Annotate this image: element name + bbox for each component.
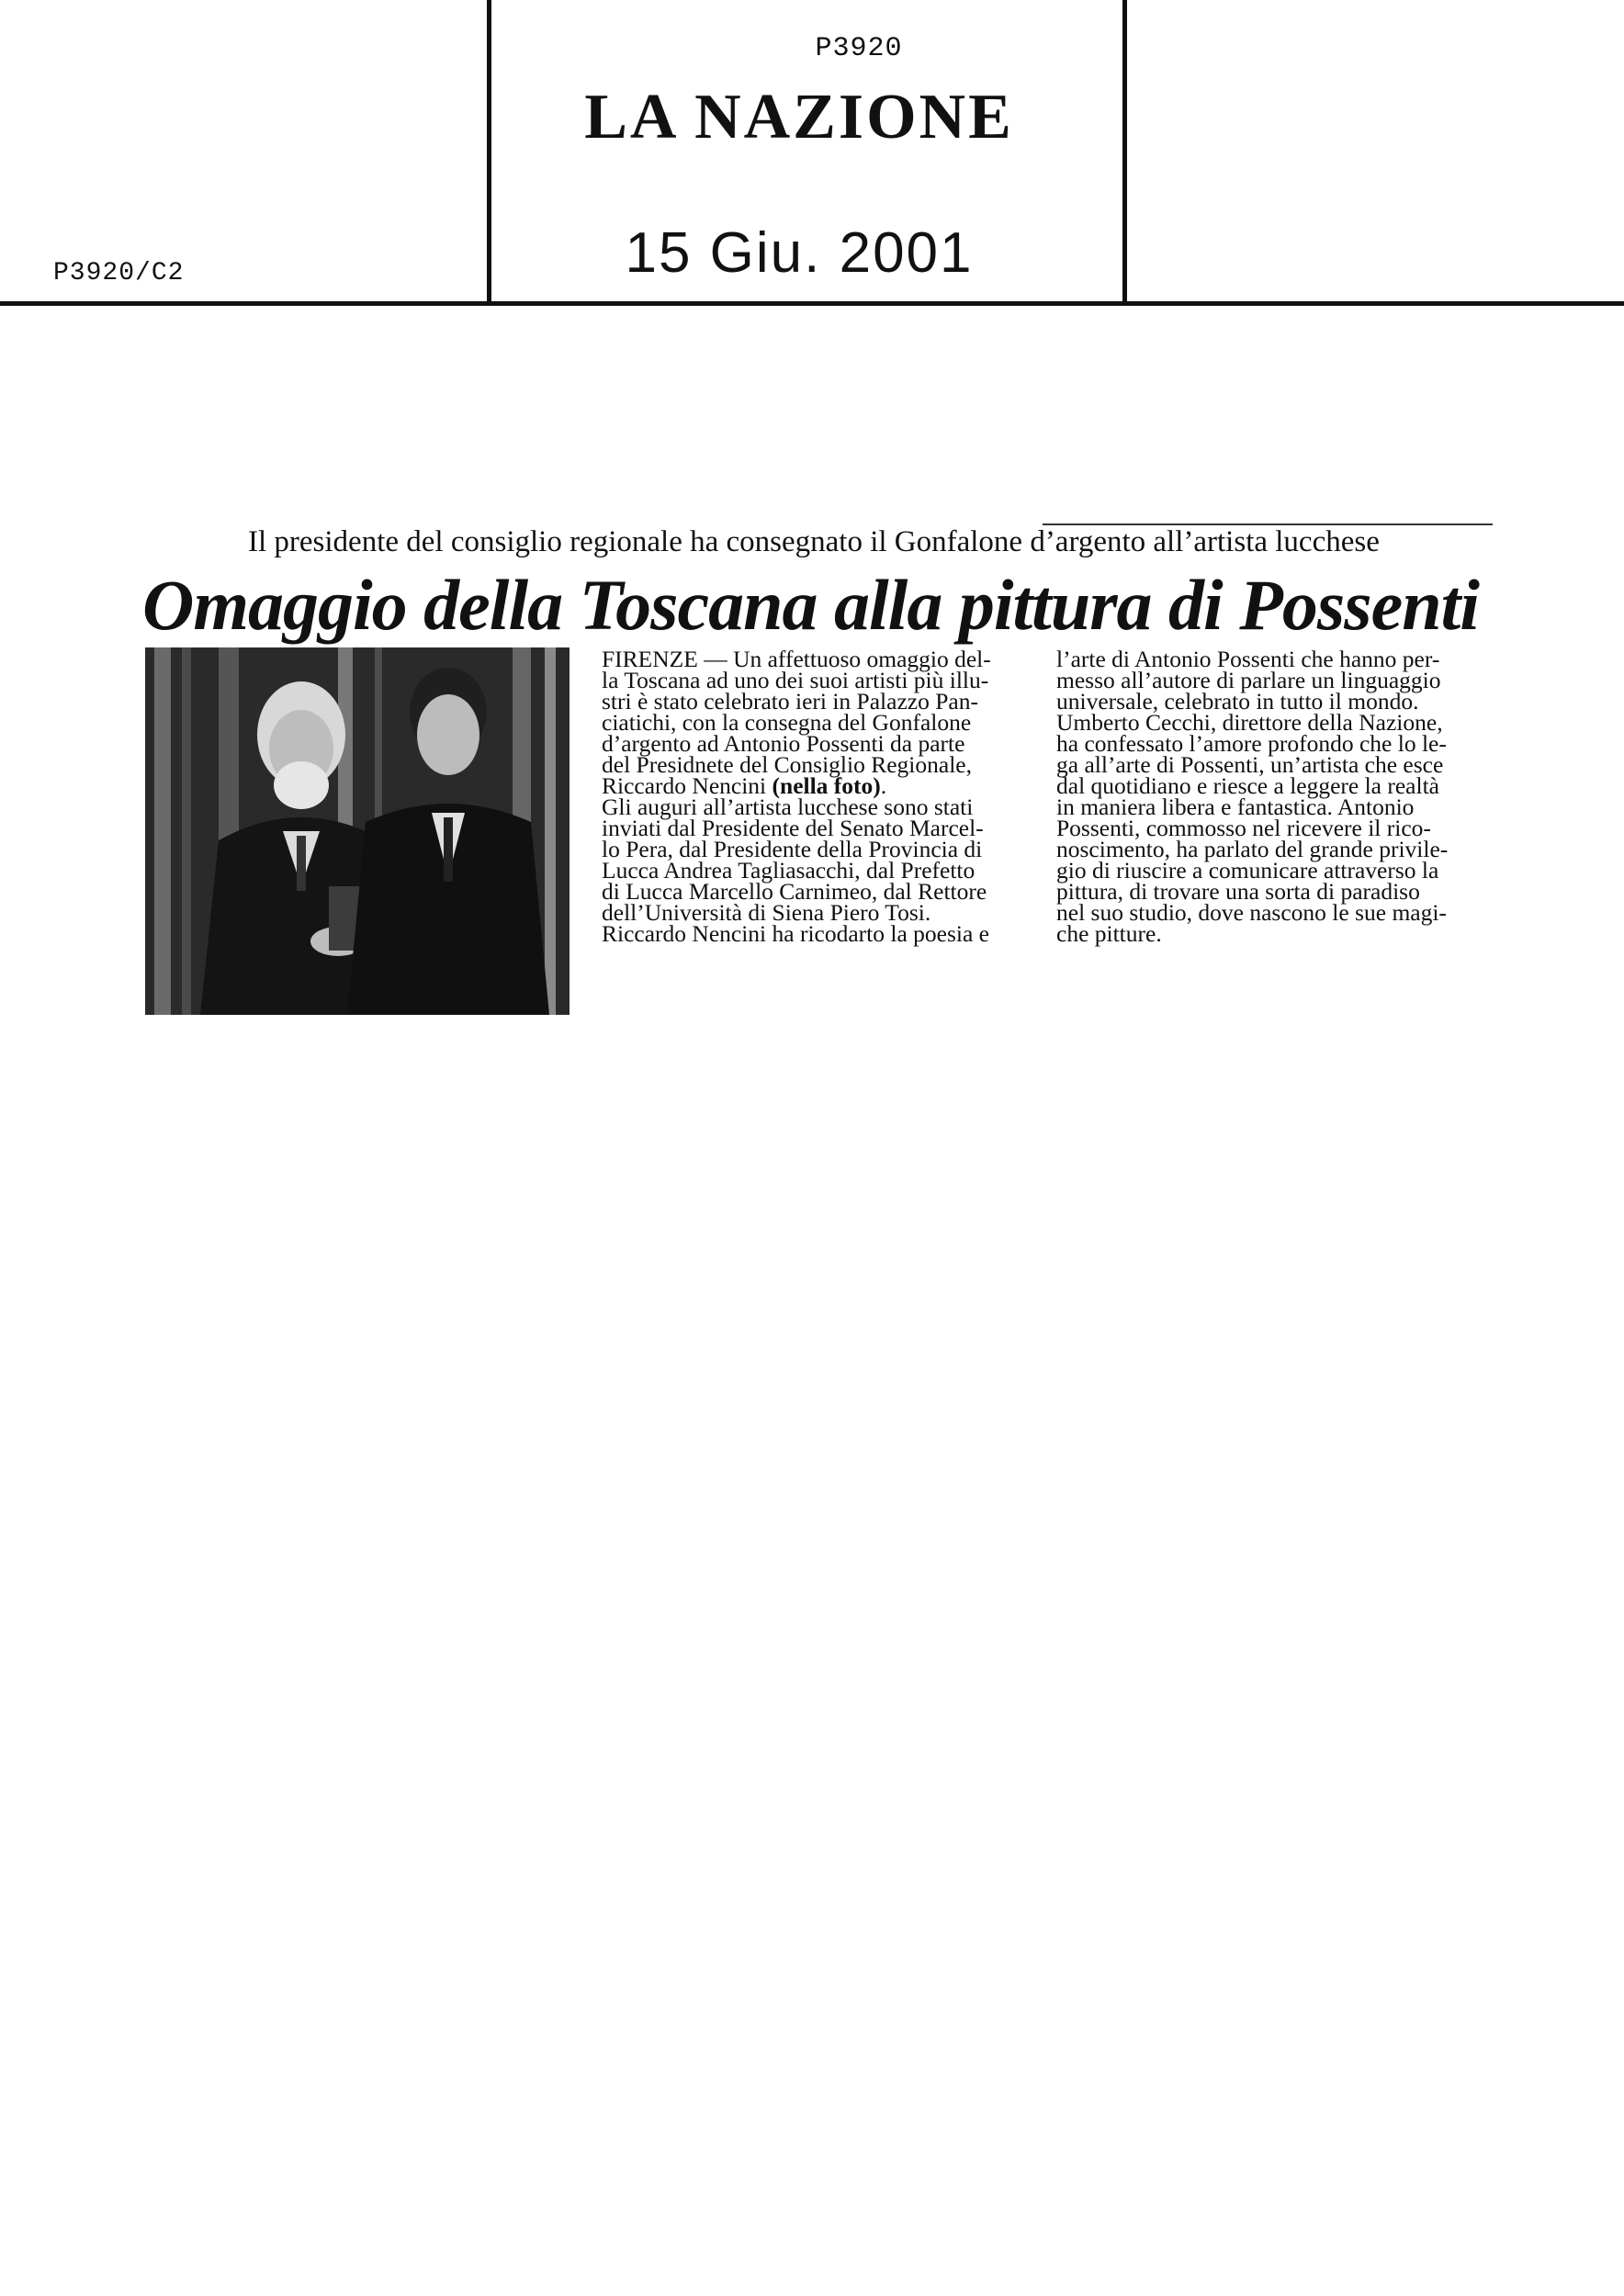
article-text-line: nel suo studio, dove nascono le sue magi- [1056, 899, 1447, 926]
article-column-2 [1056, 646, 1493, 947]
article-text-line: lo Pera, dal Presidente della Provincia di [602, 836, 983, 862]
article-text-line: del Presidnete del Consiglio Regionale, [602, 751, 972, 778]
header-divider-right [1122, 0, 1127, 305]
article-text-line: stri è stato celebrato ieri in Palazzo Pan- [602, 688, 978, 715]
article-text-line: la Toscana ad uno dei suoi artisti più illu- [602, 667, 989, 693]
article-text-line: universale, celebrato in tutto il mondo. [1056, 688, 1419, 715]
article-text-line: Lucca Andrea Tagliasacchi, dal Prefetto [602, 857, 976, 884]
article-text-line: Gli auguri all’artista lucchese sono stati [602, 793, 974, 820]
article-text-line: che pitture. [1056, 920, 1162, 947]
article-text-line: pittura, di trovare una sorta di paradiso [1056, 878, 1420, 905]
article-text-line: ciatichi, con la consegna del Gonfalone [602, 709, 972, 736]
article-text-fragment: . [880, 772, 887, 799]
header-rule [0, 301, 1624, 306]
document-code: P3920 [815, 33, 903, 64]
article-text-line: ha confessato l’amore profondo che lo le- [1056, 730, 1447, 757]
article-text-line: in maniera libera e fantastica. Antonio [1056, 793, 1415, 820]
article-photo [145, 647, 570, 1015]
article-headline: Omaggio della Toscana alla pittura di Possenti [142, 565, 1479, 645]
article-text-line: Possenti, commosso nel ricevere il rico- [1056, 815, 1431, 841]
article-column-1 [602, 646, 1024, 947]
article-text-line: Riccardo Nencini ha ricodarto la poesia e [602, 920, 989, 947]
publication-date: 15 Giu. 2001 [625, 221, 974, 285]
article-kicker: Il presidente del consiglio regionale ha consegnato il Gonfalone d’argento all’artista lucchese [248, 525, 1380, 558]
article-text-line: FIRENZE — Un affettuoso omaggio del- [602, 646, 991, 672]
article-text-line: l’arte di Antonio Possenti che hanno per- [1056, 646, 1440, 672]
article-text-line: messo all’autore di parlare un linguaggio [1056, 667, 1441, 693]
photo-two-men-award [145, 647, 570, 1015]
article-text-line: dal quotidiano e riesce a leggere la realtà [1056, 772, 1439, 799]
article-text-fragment: Riccardo Nencini [602, 772, 773, 799]
article-text-line: inviati dal Presidente del Senato Marcel- [602, 815, 984, 841]
article-text-line: dell’Università di Siena Piero Tosi. [602, 899, 931, 926]
photo-caption-reference: (nella foto) [772, 772, 881, 799]
article-text-line: gio di riuscire a comunicare attraverso la [1056, 857, 1439, 884]
header-divider-left [487, 0, 491, 305]
article-text-line: Umberto Cecchi, direttore della Nazione, [1056, 709, 1443, 736]
document-subcode: P3920/C2 [53, 259, 185, 287]
article-text-line: di Lucca Marcello Carnimeo, dal Rettore [602, 878, 987, 905]
newspaper-masthead: LA NAZIONE [584, 82, 1014, 152]
article-text-line: d’argento ad Antonio Possenti da parte [602, 730, 965, 757]
article-text-line: ga all’arte di Possenti, un’artista che esce [1056, 751, 1444, 778]
article-text-line: noscimento, ha parlato del grande privile- [1056, 836, 1449, 862]
